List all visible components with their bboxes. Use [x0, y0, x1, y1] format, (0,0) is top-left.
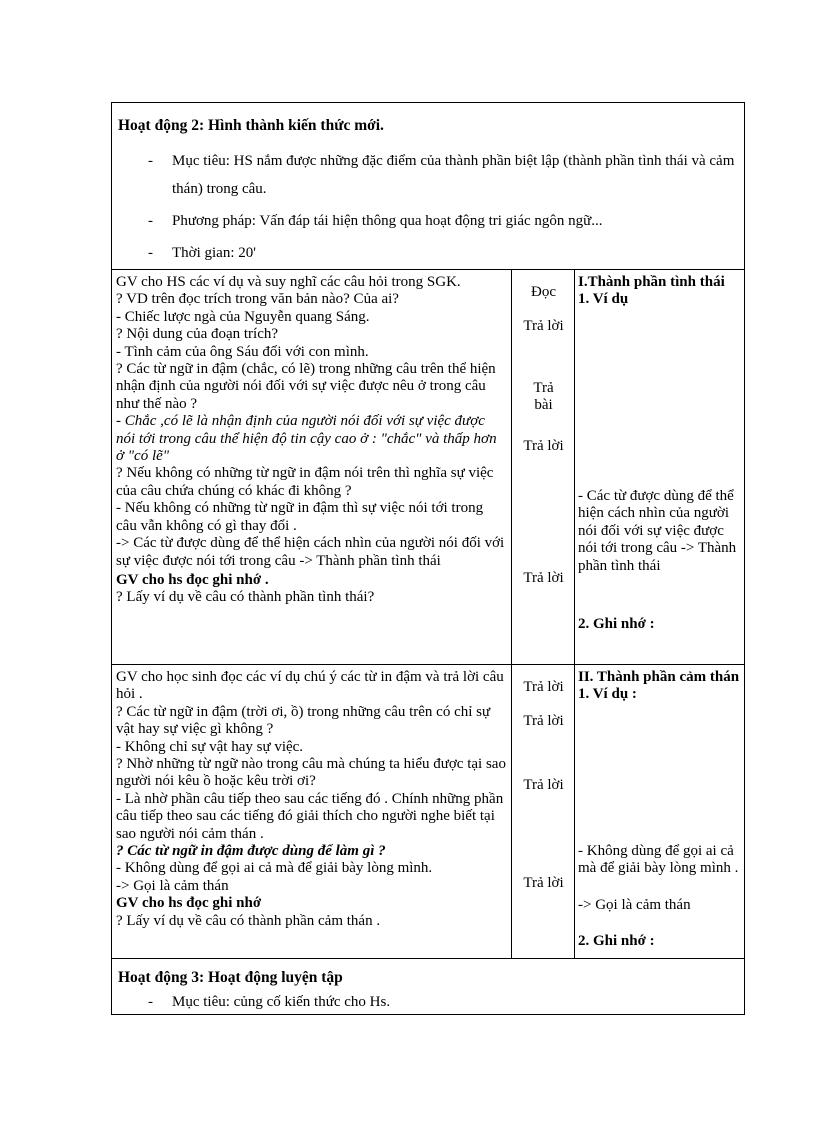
student-response: Trả lời [523, 438, 564, 454]
read-note-instruction: GV cho hs đọc ghi nhớ . [116, 571, 269, 588]
student-response: Trả lời [523, 570, 564, 586]
read-note-instruction: GV cho hs đọc ghi nhớ [116, 895, 262, 912]
content-cell [575, 665, 744, 958]
method-bullet: - Phương pháp: Vấn đáp tái hiện thông qua hoạt động tri giác ngôn ngữ... [148, 213, 603, 229]
example-heading: 1. Ví dụ [578, 291, 629, 308]
row1-text: GV cho HS các ví dụ và suy nghĩ các câu hỏi trong SGK. [116, 274, 461, 290]
student-activity-cell [512, 665, 575, 958]
lesson-plan-table [111, 102, 745, 1015]
student-response: Trả lời [523, 777, 564, 793]
exclamation-definition: -> Gọi là cảm thán [578, 897, 691, 913]
row1-text: - Chắc ,có lẽ là nhận định của người nói đối với sự việc được nói tới trong câu thể hiện độ tin cậy cao ở : "chắc" và thấp hơn ở "có lẽ" [116, 413, 497, 465]
teacher-activity-cell [112, 665, 512, 958]
note-heading: 2. Ghi nhớ : [578, 616, 655, 632]
row2-text: ? Nhờ những từ ngữ nào trong câu mà chúng ta hiểu được tại sao người nói kêu ồ hoặc kêu trời ơi? [116, 756, 506, 790]
row2-text: - Không dùng để gọi ai cả mà để giải bày lòng mình. [116, 860, 433, 877]
row1-text: ? Lấy ví dụ về câu có thành phần tình thái? [116, 589, 375, 606]
row2-text: -> Gọi là cảm thán [116, 877, 229, 894]
time-bullet: - Thời gian: 20' [148, 245, 256, 261]
activity-2-title: Hoạt động 2: Hình thành kiến thức mới. [118, 117, 384, 134]
section-heading: II. Thành phần cảm thán [578, 669, 740, 685]
row2-text: - Không chỉ sự vật hay sự việc. [116, 738, 304, 755]
modal-definition: - Các từ được dùng để thể hiện cách nhìn của người nói đối với sự việc được nói tới trong câu -> Thành phần tình thái [578, 488, 737, 574]
student-response: Trả bài [533, 380, 554, 413]
question-bold: ? Các từ ngữ in đậm được dùng để làm gì ? [116, 843, 386, 860]
section-heading: I.Thành phần tình thái [578, 274, 725, 290]
row2-text: GV cho học sinh đọc các ví dụ chú ý các từ in đậm và trả lời câu hỏi . [116, 669, 504, 703]
row1-text: ? Nội dung của đoạn trích? [116, 326, 279, 343]
teacher-activity-cell [112, 270, 512, 664]
note-heading: 2. Ghi nhớ : [578, 933, 655, 949]
student-response: Trả lời [523, 713, 564, 729]
example-heading: 1. Ví dụ : [578, 686, 637, 703]
exclamation-component-row [111, 665, 745, 959]
student-response: Trả lời [523, 318, 564, 334]
row1-text: - Chiếc lược ngà của Nguyễn quang Sáng. [116, 308, 370, 325]
activity-3-section [111, 959, 745, 1015]
row1-text: ? Các từ ngữ in đậm (chắc, có lẽ) trong những câu trên thể hiện nhận định của người nói đối với sự việc được nêu ở trong câu như thế nào ? [116, 361, 496, 412]
row1-text: -> Các từ được dùng để thể hiện cách nhìn của người nói đối với sự việc được nói tới trong câu -> Thành phần tình thái [116, 535, 505, 569]
row2-text: ? Các từ ngữ in đậm (trời ơi, ồ) trong những câu trên có chỉ sự vật hay sự việc gì không ? [116, 703, 491, 738]
row1-text: ? Nếu không có những từ ngữ in đậm nói trên thì nghĩa sự việc của câu chứa chúng có khác đi không ? [116, 465, 494, 499]
objective-bullet: - Mục tiêu: củng cố kiến thức cho Hs. [148, 994, 391, 1010]
exclamation-definition: - Không dùng để gọi ai cả mà để giải bày lòng mình . [578, 843, 739, 877]
row2-text: ? Lấy ví dụ về câu có thành phần cảm thán . [116, 912, 381, 929]
activity-2-section [111, 102, 745, 270]
objective-bullet: - Mục tiêu: HS nắm được những đặc điểm của thành phần biệt lập (thành phần tình thái và cảm thán) trong câu. [148, 153, 735, 197]
student-response: Đọc [531, 284, 556, 300]
row1-text: ? VD trên đọc trích trong văn bản nào? Của ai? [116, 291, 399, 308]
row1-text: - Nếu không có những từ ngữ in đậm thì sự việc nói tới trong câu vẫn không có gì thay đổi . [116, 500, 484, 534]
activity-3-title: Hoạt động 3: Hoạt động luyện tập [118, 969, 343, 986]
modal-component-row [111, 270, 745, 665]
row1-text: - Tình cảm của ông Sáu đối với con mình. [116, 343, 369, 360]
student-response: Trả lời [523, 875, 564, 891]
row2-text: - Là nhờ phần câu tiếp theo sau các tiếng đó . Chính những phần câu tiếp theo sau các tiếng đó giải thích cho người nghe biết tại sao người nói cảm thán . [116, 790, 504, 842]
content-cell [575, 270, 744, 664]
student-response: Trả lời [523, 679, 564, 695]
student-activity-cell [512, 270, 575, 664]
